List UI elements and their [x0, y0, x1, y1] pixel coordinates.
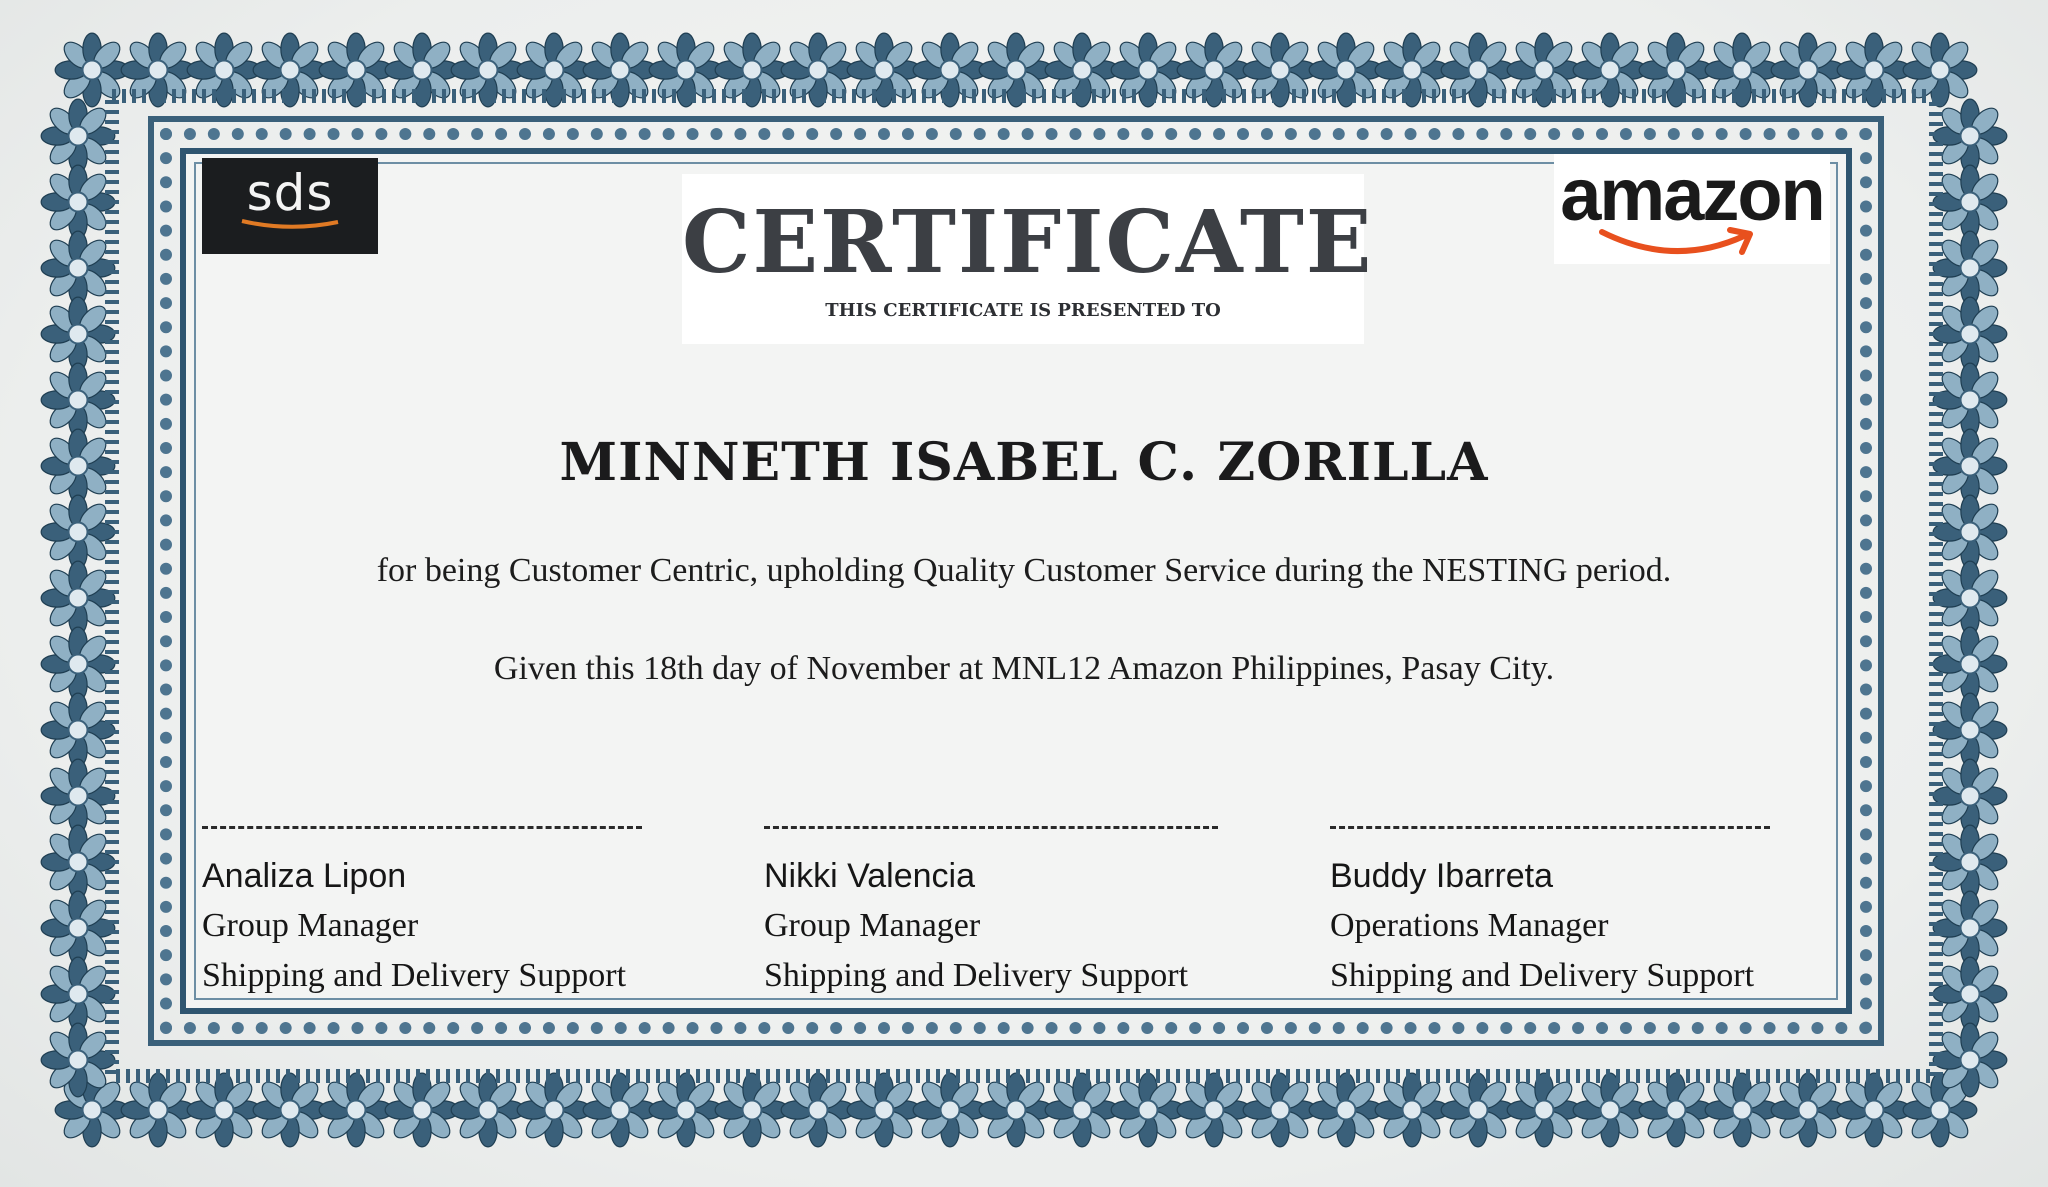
signature-line	[764, 826, 1218, 831]
border-flower-ornament	[1933, 957, 2007, 1031]
border-flower-ornament	[41, 1023, 115, 1097]
recipient-name: MINNETH ISABEL C. ZORILLA	[559, 432, 1489, 493]
border-flower-ornament	[1933, 1023, 2007, 1097]
border-flower-ornament	[1933, 561, 2007, 635]
border-flower-ornament	[1933, 825, 2007, 899]
border-flower-ornament	[1933, 99, 2007, 173]
border-flower-ornament	[41, 165, 115, 239]
signatory-role: Group Manager	[202, 907, 419, 944]
title-box	[682, 174, 1374, 344]
signatory-name: Analiza Lipon	[202, 857, 407, 895]
border-flower-ornament	[1111, 1073, 1185, 1147]
signatory-2	[764, 826, 1324, 1007]
border-flower-ornament	[41, 759, 115, 833]
sds-logo	[202, 158, 378, 254]
signatory-dept: Shipping and Delivery Support	[1330, 957, 1755, 994]
border-flower-ornament	[55, 33, 129, 107]
border-flower-ornament	[1243, 1073, 1317, 1147]
border-flower-ornament	[41, 297, 115, 371]
border-flower-ornament	[649, 1073, 723, 1147]
border-flower-ornament	[1177, 1073, 1251, 1147]
border-flower-ornament	[41, 99, 115, 173]
certificate-title: CERTIFICATE	[682, 192, 1374, 293]
border-flower-ornament	[583, 1073, 657, 1147]
border-flower-ornament	[41, 825, 115, 899]
border-flower-ornament	[41, 693, 115, 767]
border-flower-ornament	[1771, 1073, 1845, 1147]
given-text: Given this 18th day of November at MNL12 Amazon Philippines, Pasay City.	[493, 650, 1555, 687]
citation-text: for being Customer Centric, upholding Quality Customer Service during the NESTING period.	[376, 552, 1672, 589]
border-flower-ornament	[1375, 1073, 1449, 1147]
border-flower-ornament	[979, 1073, 1053, 1147]
amazon-logo-text: amazon	[1560, 153, 1824, 236]
border-flower-ornament	[1705, 1073, 1779, 1147]
signature-line	[202, 826, 642, 831]
border-flower-ornament	[187, 1073, 261, 1147]
amazon-logo	[1554, 154, 1830, 264]
border-flower-ornament	[41, 231, 115, 305]
border-flower-ornament	[1441, 1073, 1515, 1147]
border-flower-ornament	[1045, 1073, 1119, 1147]
border-flower-ornament	[41, 891, 115, 965]
signatory-name: Buddy Ibarreta	[1330, 857, 1554, 895]
signatory-3	[1330, 826, 1890, 1007]
border-flower-ornament	[1933, 165, 2007, 239]
border-flower-ornament	[121, 1073, 195, 1147]
signatory-role: Group Manager	[764, 907, 981, 944]
border-flower-ornament	[1933, 693, 2007, 767]
signatory-name: Nikki Valencia	[764, 857, 976, 895]
signature-line	[1330, 826, 1770, 831]
border-flower-ornament	[385, 1073, 459, 1147]
border-flower-ornament	[41, 627, 115, 701]
border-flower-ornament	[253, 1073, 327, 1147]
border-flower-ornament	[1933, 297, 2007, 371]
border-flower-ornament	[41, 429, 115, 503]
border-flower-ornament	[1933, 627, 2007, 701]
border-flower-ornament	[41, 957, 115, 1031]
border-flower-ornament	[1573, 1073, 1647, 1147]
border-flower-ornament	[1933, 363, 2007, 437]
border-flower-ornament	[847, 1073, 921, 1147]
border-flower-ornament	[1507, 1073, 1581, 1147]
border-flower-ornament	[1639, 1073, 1713, 1147]
border-flower-ornament	[319, 1073, 393, 1147]
amazon-smile-arrow	[1594, 222, 1764, 266]
border-flower-ornament	[451, 1073, 525, 1147]
signatory-1	[202, 826, 762, 1007]
border-flower-ornament	[41, 561, 115, 635]
border-flower-ornament	[41, 363, 115, 437]
border-flower-ornament	[781, 1073, 855, 1147]
border-flower-ornament	[1933, 495, 2007, 569]
sds-logo-swoosh	[240, 218, 340, 232]
border-flower-ornament	[715, 1073, 789, 1147]
border-flower-ornament	[517, 1073, 591, 1147]
border-flower-ornament	[1837, 1073, 1911, 1147]
signatory-role: Operations Manager	[1330, 907, 1609, 944]
border-flower-ornament	[41, 495, 115, 569]
border-flower-ornament	[1309, 1073, 1383, 1147]
signatory-dept: Shipping and Delivery Support	[764, 957, 1189, 994]
signatory-dept: Shipping and Delivery Support	[202, 957, 627, 994]
border-flower-ornament	[1933, 231, 2007, 305]
sds-logo-text: sds	[246, 164, 334, 222]
border-flower-ornament	[1933, 759, 2007, 833]
border-flower-ornament	[1933, 429, 2007, 503]
border-flower-ornament	[1933, 891, 2007, 965]
certificate-subtitle: THIS CERTIFICATE IS PRESENTED TO	[825, 300, 1221, 321]
border-flower-ornament	[913, 1073, 987, 1147]
